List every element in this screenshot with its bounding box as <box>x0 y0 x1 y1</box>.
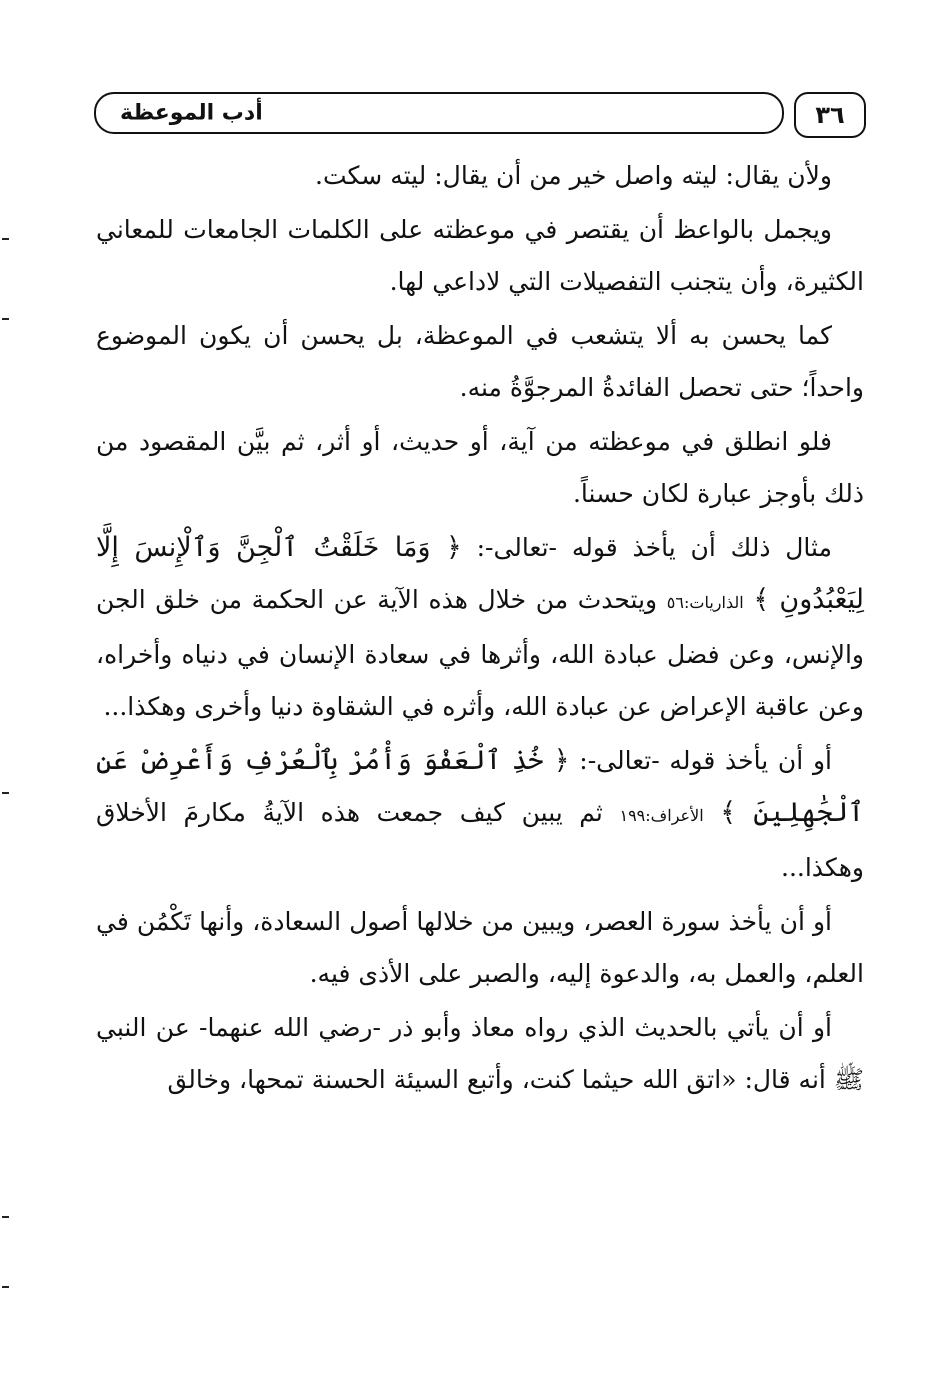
paragraph-text: مثال ذلك أن يأخذ قوله -تعالى-: <box>476 533 832 562</box>
paragraph: أو أن يأخذ سورة العصر، ويبين من خلالها أصول السعادة، وأنها تَكْمُن في العلم، والعمل به، والدعوة إليه، والصبر على الأذى فيه. <box>96 907 864 988</box>
margin-mark <box>2 1216 9 1218</box>
paragraph: كما يحسن به ألا يتشعب في الموعظة، بل يحسن أن يكون الموضوع واحداً؛ حتى تحصل الفائدةُ المرجوَّةُ منه. <box>96 321 864 402</box>
verse-reference: الأعراف:١٩٩ <box>619 806 704 825</box>
paragraph-with-verse <box>96 735 864 894</box>
page-number: ٣٦ <box>815 101 845 129</box>
margin-mark <box>2 238 9 240</box>
running-title: أدب الموعظة <box>120 100 263 126</box>
page-number-box <box>794 92 866 138</box>
page-body <box>96 150 864 1108</box>
quran-verse: ﴿ وَمَا خَلَقْتُ ٱلْجِنَّ وَٱلْإِنسَ إِلَّا لِيَعْبُدُونِ ﴾ <box>96 532 864 615</box>
margin-mark <box>2 1286 9 1288</box>
paragraph-text: أو أن يأخذ قوله -تعالى-: <box>579 746 832 775</box>
paragraph: فلو انطلق في موعظته من آية، أو حديث، أو أثر، ثم بيَّن المقصود من ذلك بأوجز عبارة لكان حسناً. <box>96 427 864 508</box>
margin-mark <box>2 792 9 794</box>
paragraph: ويجمل بالواعظ أن يقتصر في موعظته على الكلمات الجامعات للمعاني الكثيرة، وأن يتجنب التفصيلات التي لاداعي لها. <box>96 215 864 296</box>
paragraph-with-verse <box>96 522 864 733</box>
paragraph-text: ويتحدث من خلال هذه الآية عن الحكمة من خلق الجن والإنس، وعن فضل عبادة الله، وأثرها في سعادة الإنسان في دنياه وأخراه، وعن عاقبة الإعراض عن عبادة الله، وأثره في الشقاوة دنيا وأخرى وهكذا... <box>96 585 864 721</box>
paragraph-text: ثم يبين كيف جمعت هذه الآيةُ مكارمَ الأخلاق وهكذا... <box>96 798 864 882</box>
running-title-box <box>94 92 784 134</box>
paragraph: ولأن يقال: ليته واصل خير من أن يقال: ليته سكت. <box>315 161 832 190</box>
quran-verse: ﴿ خُذِ ٱلْعَفْوَ وَأْمُرْ بِٱلْعُرْفِ وَأَعْرِضْ عَنِ ٱلْجَٰهِلِينَ ﴾ <box>96 745 865 828</box>
page-header <box>94 92 866 140</box>
paragraph: أو أن يأتي بالحديث الذي رواه معاذ وأبو ذر -رضي الله عنهما- عن النبي ﷺ أنه قال: «اتق الله حيثما كنت، وأتبع السيئة الحسنة تمحها، وخالق <box>96 1013 864 1094</box>
margin-mark <box>2 318 9 320</box>
verse-reference: الذاريات:٥٦ <box>666 593 744 612</box>
